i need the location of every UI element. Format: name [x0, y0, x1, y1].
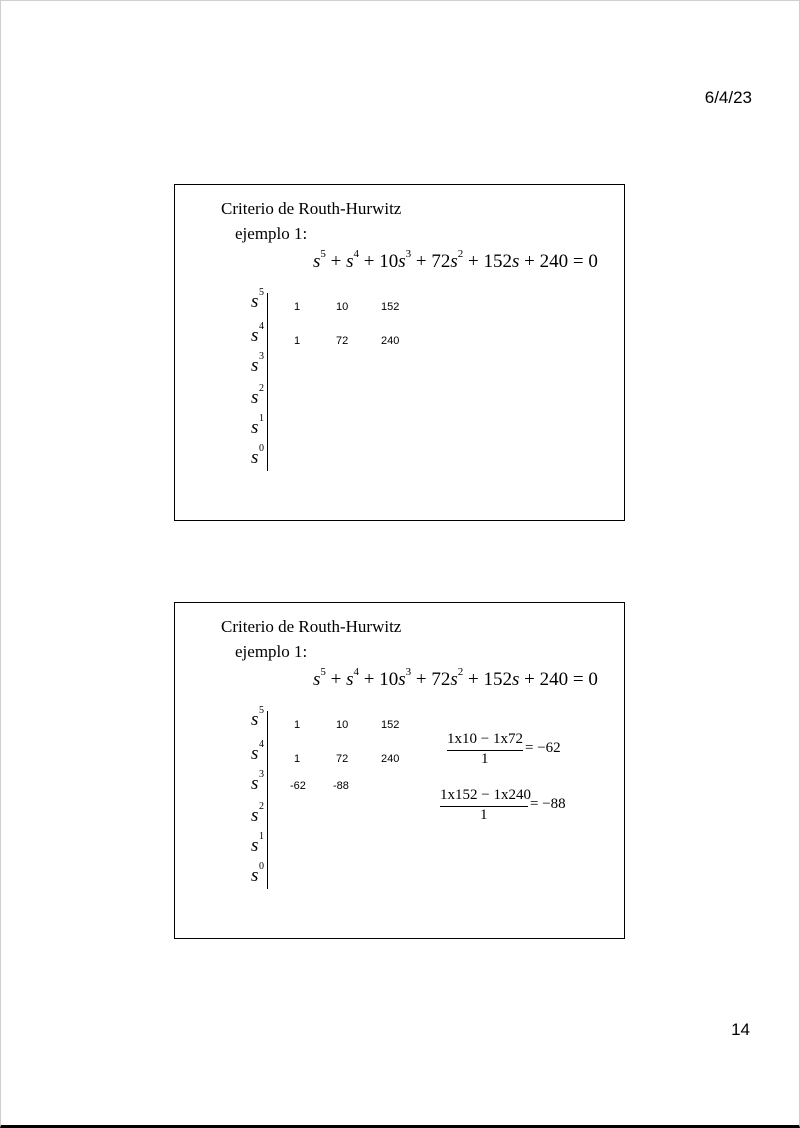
calc-denominator: 1 — [480, 807, 488, 823]
equation-operator: + — [519, 669, 540, 690]
routh-table-divider — [267, 711, 268, 889]
routh-row-label: s 3 — [251, 769, 264, 794]
routh-row-label: s 4 — [251, 739, 264, 764]
slide-title: Criterio de Routh-Hurwitz — [221, 199, 402, 218]
routh-cell: 1 — [294, 719, 301, 731]
equation-operator: + — [411, 669, 432, 690]
calc-result: = −88 — [530, 796, 566, 812]
routh-row-label: s 4 — [251, 321, 264, 346]
equation-operator: + — [325, 251, 347, 272]
equation-operator: + — [463, 669, 484, 690]
routh-cell: 10 — [336, 301, 349, 313]
equation-term: + $s^4$ — [325, 665, 360, 690]
equation-term: + 152s — [463, 669, 520, 690]
equation-term: $s^5$ — [313, 665, 326, 690]
characteristic-equation — [313, 247, 598, 273]
slide-2 — [174, 602, 625, 939]
routh-cell: 72 — [336, 335, 349, 347]
slide-subtitle: ejemplo 1: — [235, 224, 308, 243]
routh-cell: -88 — [333, 780, 349, 792]
routh-row-label: s 0 — [251, 861, 264, 886]
routh-row-label: s 2 — [251, 801, 264, 826]
equation-term: + $72s^2$ — [411, 665, 464, 690]
calc-numerator: 1x10 − 1x72 — [447, 731, 523, 747]
routh-cell: 240 — [381, 753, 400, 765]
routh-row-label: s 5 — [251, 287, 264, 312]
calc-numerator: 1x152 − 1x240 — [440, 787, 531, 803]
equation-term: + 240 — [519, 669, 569, 690]
routh-row-label: s 5 — [251, 705, 264, 730]
equation-term: + 152s — [463, 251, 520, 272]
equation-term: + $72s^2$ — [411, 247, 464, 272]
equation-operator: + — [359, 251, 380, 272]
equation-operator: + — [325, 669, 347, 690]
routh-cell: -62 — [290, 780, 306, 792]
equation-operator: + — [519, 251, 540, 272]
slide-title: Criterio de Routh-Hurwitz — [221, 617, 402, 636]
equation-operator: + — [359, 669, 380, 690]
equation-term: + 240 — [519, 251, 569, 272]
equation-rhs: = 0 — [568, 669, 598, 690]
equation-term: + $s^4$ — [325, 247, 360, 272]
equation-term: + $10s^3$ — [359, 665, 412, 690]
equation-operator: + — [463, 251, 484, 272]
routh-cell: 240 — [381, 335, 400, 347]
routh-cell: 152 — [381, 301, 400, 313]
equation-rhs: = 0 — [568, 251, 598, 272]
page-number: 14 — [731, 1020, 750, 1039]
routh-row-label: s 1 — [251, 413, 264, 438]
routh-cell: 152 — [381, 719, 400, 731]
characteristic-equation — [313, 665, 598, 691]
routh-row-label: s 3 — [251, 351, 264, 376]
routh-row-label: s 2 — [251, 383, 264, 408]
equation-operator: + — [411, 251, 432, 272]
slide-1 — [174, 184, 625, 521]
routh-cell: 10 — [336, 719, 349, 731]
calc-denominator: 1 — [481, 751, 489, 767]
equation-term: $s^5$ — [313, 247, 326, 272]
equation-term: + $10s^3$ — [359, 247, 412, 272]
routh-row-label: s 1 — [251, 831, 264, 856]
routh-row-label: s 0 — [251, 443, 264, 468]
calc-result: = −62 — [525, 740, 561, 756]
routh-cell: 1 — [294, 753, 301, 765]
routh-cell: 72 — [336, 753, 349, 765]
slide-subtitle: ejemplo 1: — [235, 642, 308, 661]
routh-table-divider — [267, 293, 268, 471]
routh-cell: 1 — [294, 301, 301, 313]
header-date: 6/4/23 — [704, 88, 752, 107]
routh-cell: 1 — [294, 335, 301, 347]
